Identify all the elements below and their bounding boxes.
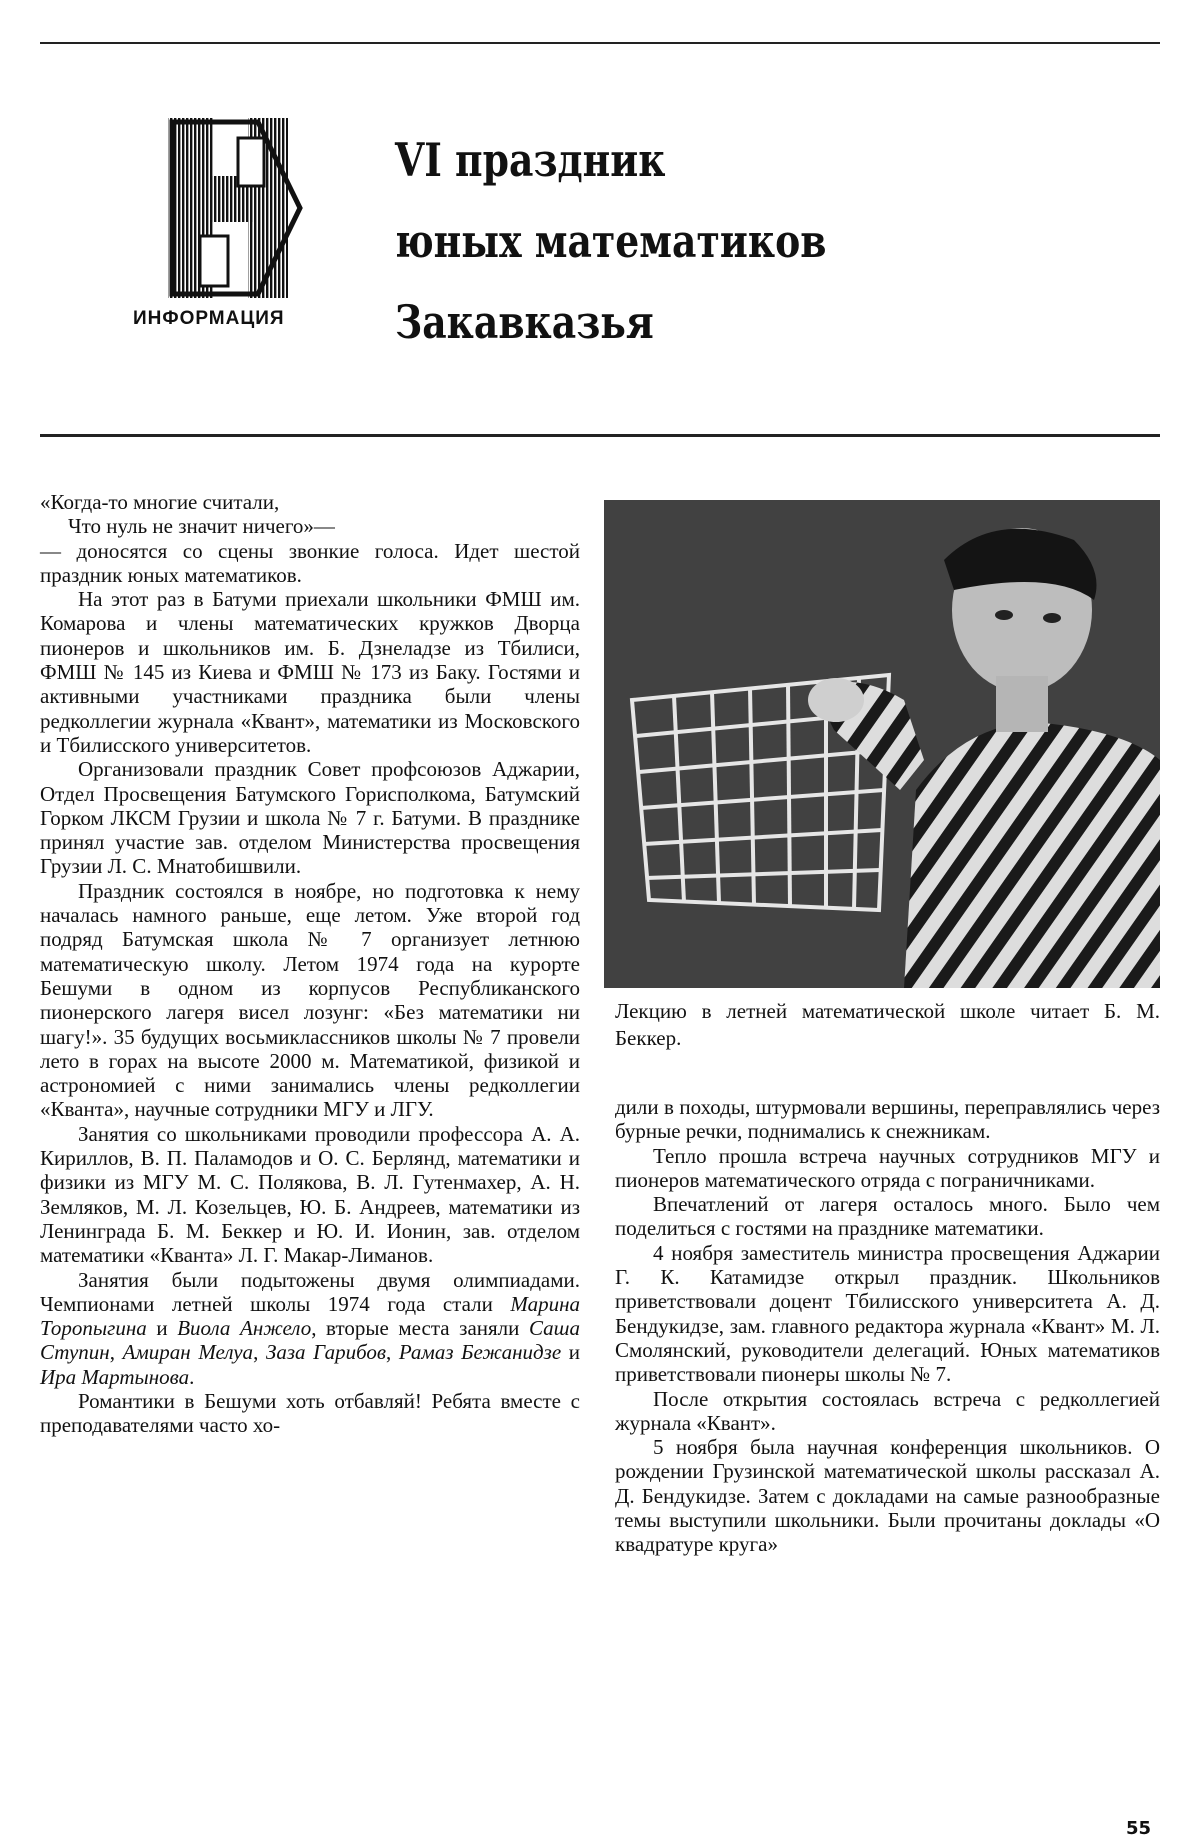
text: , [386,1340,399,1365]
section-label: ИНФОРМАЦИЯ [133,308,285,329]
lecture-photo [604,500,1160,988]
champion-name: Виола Анжело [177,1316,312,1341]
paragraph: Организовали праздник Совет профсоюзов Аджарии, Отдел Просвещения Батумского Горисполкома, Батумский Горком ЛКСМ Грузии и школа № 7 г. Батуми. В празднике принял участие зав. отделом Министерства просвещения Грузии Л. С. Мнатобишвили. [40,757,580,879]
text: , вторые места заняли [311,1316,529,1341]
photo-caption: Лекцию в летней математической школе читает Б. М. Беккер. [615,999,1160,1050]
winner-name: Саша Ступин [40,1316,580,1365]
paragraph: дили в походы, штурмовали вершины, переправлялись через бурные речки, поднимались к снежникам. [615,1095,1160,1144]
poem-line: Что нуль не значит ничего»— [68,514,335,539]
text: Занятия были подытожены двумя олимпиадами. Чемпионами летней школы 1974 года стали [40,1267,580,1316]
text: . [189,1364,195,1389]
title-line: юных математиков [395,214,827,268]
text: и [146,1316,178,1341]
right-column [615,1095,1160,1557]
article-title [395,120,826,363]
paragraph: 5 ноября была научная конференция школьников. О рождении Грузинской математической школы рассказал А. Д. Бендукидзе. Затем с докладами на самые разнообразные темы выступили школьники. Были прочитаны доклады «О квадратуре круга» [615,1435,1160,1557]
paragraph: Впечатлений от лагеря осталось много. Было чем поделиться с гостями на празднике математики. [615,1192,1160,1241]
paragraph: После открытия состоялась встреча с редколлегией журнала «Квант». [615,1386,1160,1435]
text: , [109,1340,123,1365]
info-logo-icon [150,118,310,298]
paragraph: Романтики в Бешуми хоть отбавляй! Ребята вместе с преподавателями часто хо- [40,1388,580,1438]
paragraph: 4 ноября заместитель министра просвещения Аджарии Г. К. Катамидзе открыл праздник. Школьников приветствовали доцент Тбилисского университета А. Д. Бендукидзе, зам. главного редактора журнала «Квант» М. Л. Смолянский, руководители делегаций. Юных математиков приветствовали пионеры школы № 7. [615,1240,1160,1387]
olympiad-paragraph [40,1268,580,1389]
intro-paragraph: — доносятся со сцены звонкие голоса. Идет шестой праздник юных математиков. [40,538,580,587]
title-line: Закавказья [395,295,654,349]
photo-illustration [604,500,1160,988]
text: и [561,1340,581,1365]
paragraph: На этот раз в Батуми приехали школьники ФМШ им. Комарова и члены математических кружков Дворца пионеров и школьников им. Б. Дзнеладзе из Тбилиси, ФМШ № 145 из Киева и ФМШ № 173 из Баку. Гостями и активными участниками праздника были члены редколлегии журнала «Квант», математики из Московского и Тбилисского университетов. [40,587,580,757]
paragraph: Занятия со школьниками проводили профессора А. А. Кириллов, В. П. Паламодов и О. С. Берлянд, математики и физики из МГУ М. С. Полякова, В. Л. Гутенмахер, А. Н. Земляков, М. Л. Козельцев, Ю. Б. Андреев, математики из Ленинграда Б. М. Беккер и Ю. И. Ионин, зав. отделом математики «Кванта» Л. Г. Макар-Лиманов. [40,1121,580,1268]
header-rule [40,434,1160,437]
text: , [253,1340,266,1365]
title-line: VI праздник [395,133,666,187]
paragraph: Праздник состоялся в ноябре, но подготовка к нему началась намного раньше, еще летом. Уже второй год подряд Батумская школа № 7 организует летнюю математическую школу. Летом 1974 года на курорте Бешуми в одном из корпусов Республиканского пионерского лагеря висел лозунг: «Без математики ни шагу!». 35 будущих восьмиклассников школы № 7 провели лето в горах на высоте 2000 м. Математикой, физикой и астрономией с ними занимались члены редколлегии «Кванта», научные сотрудники МГУ и ЛГУ. [40,878,580,1122]
winner-name: Амиран Мелуа [122,1340,254,1365]
winner-name: Заза Гарибов [265,1340,386,1365]
winner-name: Рамаз Бежанидзе [398,1340,562,1365]
left-column [40,490,580,1438]
poem-line: «Когда-то многие считали, [40,490,280,514]
winner-name: Ира Мартынова [40,1364,190,1389]
champion-name: Марина Торопыгина [40,1291,580,1341]
paragraph: Тепло прошла встреча научных сотрудников МГУ и пионеров математического отряда с пограничниками. [615,1143,1160,1192]
top-rule [40,42,1160,44]
page-number: 55 [1126,1818,1152,1839]
